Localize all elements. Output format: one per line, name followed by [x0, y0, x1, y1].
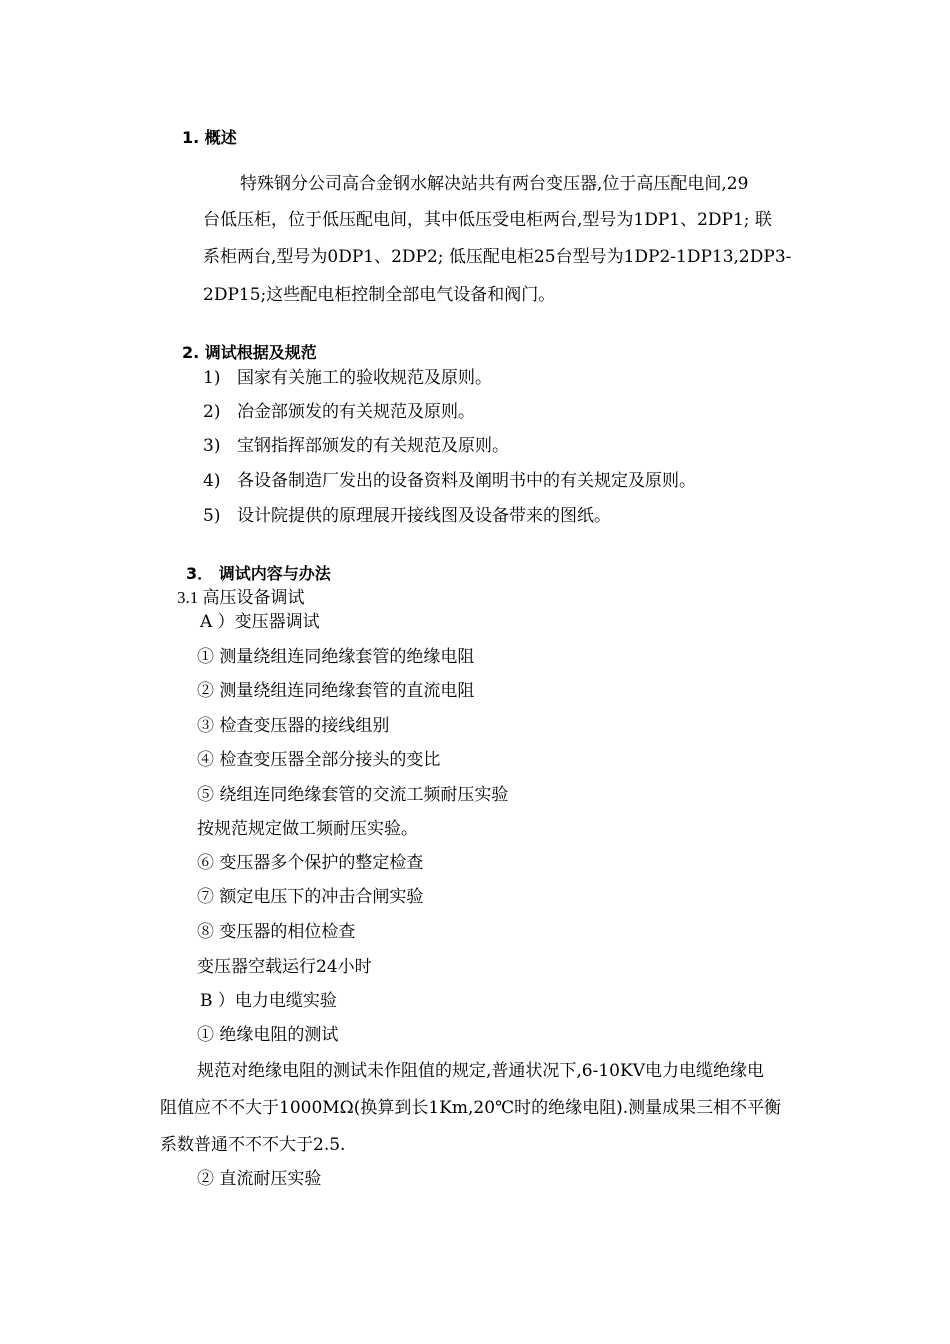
list-item: ② 测量绕组连同绝缘套管的直流电阻	[197, 681, 475, 701]
list-item: ② 直流耐压实验	[197, 1169, 322, 1189]
section-1-heading: 1. 概述	[182, 128, 237, 147]
list-item-number: 5)	[203, 506, 221, 526]
section-2-heading: 2. 调试根据及规范	[182, 343, 317, 362]
list-item: ① 绝缘电阻的测试	[197, 1025, 339, 1045]
subsection-3-1-heading: 3.1 高压设备调试	[177, 588, 305, 607]
list-item: ③ 检查变压器的接线组别	[197, 716, 390, 736]
list-item: ① 测量绕组连同绝缘套管的绝缘电阻	[197, 647, 475, 667]
list-item: ⑦ 额定电压下的冲击合闸实验	[197, 887, 424, 907]
list-item: ⑤ 绕组连同绝缘套管的交流工频耐压实验	[197, 785, 509, 805]
section-1-line-3: 系柜两台,型号为0DP1、2DP2; 低压配电柜25台型号为1DP2-1DP13,2DP3-	[203, 247, 792, 267]
section-3-heading: 3． 调试内容与办法	[186, 564, 331, 583]
list-item: ⑧ 变压器的相位检查	[197, 922, 356, 942]
section-1-line-4: 2DP15;这些配电柜控制全部电气设备和阀门。	[203, 285, 556, 305]
list-item	[203, 435, 509, 457]
section-1-line-2: 台低压柜，位于低压配电间，其中低压受电柜两台,型号为1DP1、2DP1; 联	[203, 210, 772, 230]
list-item: ④ 检查变压器全部分接头的变比	[197, 750, 441, 770]
list-item-number: 1)	[203, 368, 221, 388]
list-item-text: 宝钢指挥部颁发的有关规范及原则。	[237, 436, 509, 456]
list-item-note: 变压器空载运行24小时	[197, 957, 372, 977]
list-item: ⑥ 变压器多个保护的整定检查	[197, 853, 424, 873]
section-1-line-1: 特殊钢分公司高合金钢水解决站共有两台变压器,位于高压配电间,29	[240, 174, 749, 194]
list-item-text: 各设备制造厂发出的设备资料及阐明书中的有关规定及原则。	[237, 471, 696, 491]
list-item-number: 2)	[203, 402, 221, 422]
paragraph-line: 阻值应不不大于1000MΩ(换算到长1Km,20℃时的绝缘电阻).测量成果三相不平衡	[160, 1098, 782, 1118]
paragraph-line: 系数普通不不不大于2.5.	[160, 1135, 346, 1155]
list-item	[203, 470, 696, 492]
subsection-a-title: A ）变压器调试	[200, 612, 320, 632]
list-item	[203, 505, 611, 527]
list-item-number: 4)	[203, 471, 221, 491]
subsection-b-title: B ）电力电缆实验	[200, 991, 337, 1011]
list-item	[203, 367, 492, 389]
list-item	[203, 401, 475, 423]
list-item-text: 冶金部颁发的有关规范及原则。	[237, 402, 475, 422]
list-item-text: 设计院提供的原理展开接线图及设备带来的图纸。	[237, 506, 611, 526]
paragraph-line: 规范对绝缘电阻的测试未作阻值的规定,普通状况下,6-10KV电力电缆绝缘电	[197, 1061, 764, 1081]
list-item-number: 3)	[203, 436, 221, 456]
list-item-note: 按规范规定做工频耐压实验。	[197, 819, 418, 839]
list-item-text: 国家有关施工的验收规范及原则。	[237, 368, 492, 388]
